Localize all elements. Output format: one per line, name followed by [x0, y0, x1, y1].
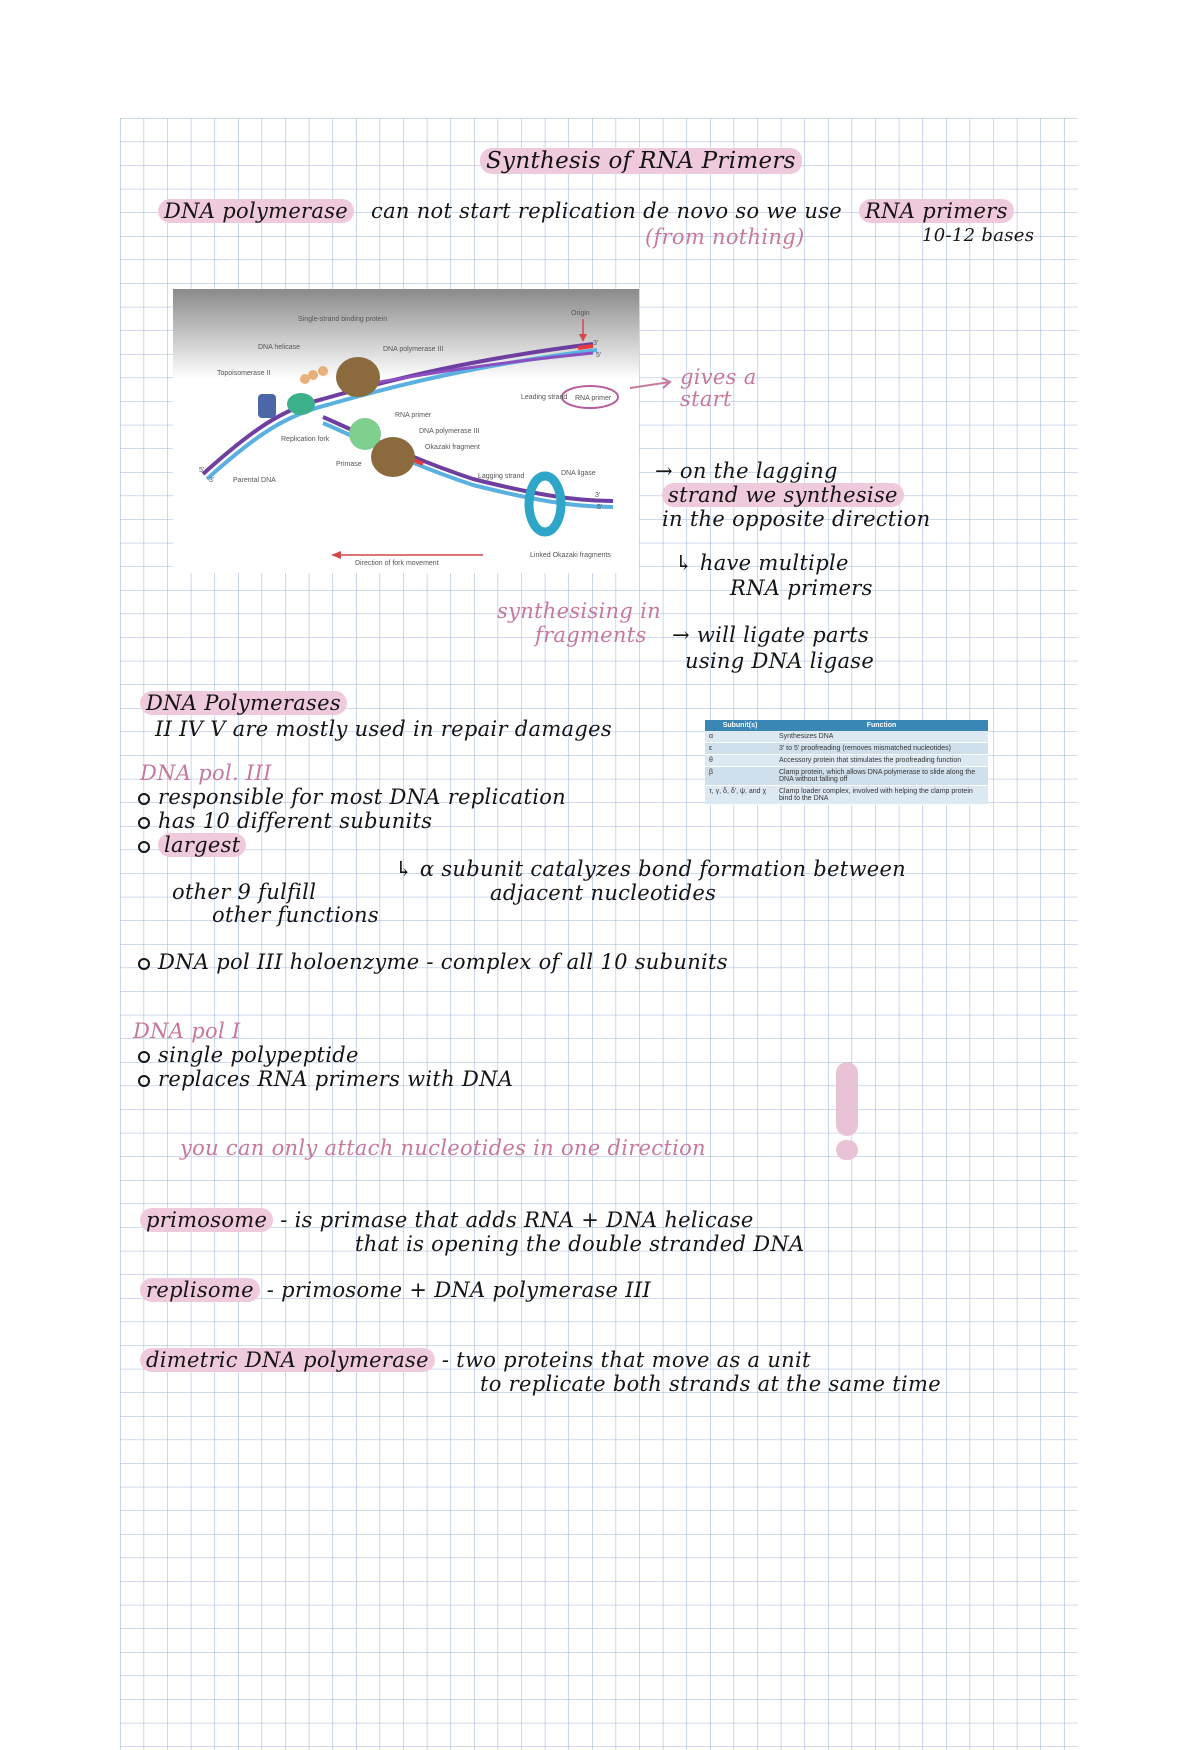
label-primase: Primase — [336, 461, 362, 468]
ligate-note-1: → will ligate parts — [672, 623, 869, 647]
exclamation-dot — [836, 1140, 858, 1160]
alpha-subunit-note: ↳ α subunit catalyzes bond formation between — [395, 857, 906, 881]
label-3-c: 3' — [595, 492, 601, 499]
rna-primers-term: RNA primers — [859, 199, 1014, 223]
label-rna-primer: RNA primer — [395, 412, 432, 419]
table-header-subunits: Subunit(s) — [705, 720, 775, 731]
fragments-note-2: fragments — [535, 623, 647, 647]
pol3-heading: DNA pol. III — [140, 761, 272, 785]
fragments-note-1: synthesising in — [497, 599, 661, 623]
pol3-bullet-3: largest — [138, 835, 246, 856]
subunit-table — [705, 720, 988, 805]
one-direction-note: you can only attach nucleotides in one direction — [180, 1136, 706, 1160]
intro-line — [158, 201, 1014, 222]
table-row: α Synthesizes DNA — [705, 731, 988, 743]
replisome-def: replisome - primosome + DNA polymerase III — [140, 1280, 651, 1301]
topoisomerase-shape — [258, 394, 276, 418]
primosome-def-2: that is opening the double stranded DNA — [355, 1232, 805, 1256]
bases-note: 10-12 bases — [922, 225, 1035, 246]
holoenzyme-note: DNA pol III holoenzyme - complex of all 10 subunits — [138, 952, 728, 973]
lagging-note-2: strand we synthesise — [662, 485, 904, 506]
from-nothing-note: (from nothing) — [645, 225, 805, 249]
label-pol3-top: DNA polymerase III — [383, 346, 444, 353]
pol1-bullet-2: replaces RNA primers with DNA — [138, 1069, 513, 1090]
label-3-b: 3' — [593, 340, 599, 347]
label-topo: Topoisomerase II — [217, 370, 271, 377]
intro-text: can not start replication de novo so we use — [371, 199, 842, 223]
gives-start-note: gives a start — [680, 365, 757, 412]
label-rna-primer-circle: RNA primer — [575, 395, 612, 402]
label-origin: Origin — [571, 310, 590, 317]
dimeric-def-2: to replicate both strands at the same time — [480, 1372, 941, 1396]
polymerases-heading: DNA Polymerases — [140, 693, 347, 714]
helicase-shape — [287, 393, 315, 415]
label-fork: Replication fork — [281, 436, 330, 443]
label-ligase: DNA ligase — [561, 470, 596, 477]
repair-note: II IV V are mostly used in repair damages — [155, 717, 612, 741]
other-subunits-1: other 9 fulfill — [172, 880, 317, 904]
multiple-primers-2: RNA primers — [730, 576, 873, 600]
other-subunits-2: other functions — [212, 903, 379, 927]
table-row: θ Accessory protein that stimulates the proofreading function — [705, 755, 988, 767]
table-row: τ, γ, δ, δ', ψ, and χ Clamp loader complex, involved with helping the clamp protein bind to the DNA — [705, 786, 988, 805]
exclamation-mark — [836, 1062, 858, 1136]
label-5-b: 5' — [596, 352, 602, 359]
label-parental: Parental DNA — [233, 477, 276, 484]
label-lagging: Lagging strand — [478, 473, 525, 480]
page-title: Synthesis of RNA Primers — [480, 150, 802, 173]
pol3-bullet-2: has 10 different subunits — [138, 811, 432, 832]
table-row: β Clamp protein, which allows DNA polymerase to slide along the DNA without falling off — [705, 767, 988, 786]
label-ssb: Single-strand binding protein — [298, 316, 388, 323]
label-5-c: 5' — [597, 504, 603, 511]
label-linked: Linked Okazaki fragments — [530, 552, 611, 559]
label-5-a: 5' — [199, 467, 205, 474]
ligate-note-2: using DNA ligase — [685, 649, 875, 673]
pol3-bullet-1: responsible for most DNA replication — [138, 787, 566, 808]
alpha-subunit-note-2: adjacent nucleotides — [490, 881, 717, 905]
arrow-to-gives-start — [620, 370, 680, 400]
label-leading: Leading strand — [521, 394, 568, 401]
label-3-a: 3' — [209, 477, 215, 484]
polymerase-top-shape — [336, 357, 380, 397]
lagging-note-3: in the opposite direction — [662, 507, 931, 531]
dimeric-def: dimetric DNA polymerase - two proteins that move as a unit — [140, 1350, 811, 1371]
table-header-function: Function — [775, 720, 988, 731]
polymerase-bottom-shape — [371, 437, 415, 477]
pol1-bullet-1: single polypeptide — [138, 1045, 359, 1066]
label-direction: Direction of fork movement — [355, 560, 439, 567]
multiple-primers-1: ↳ have multiple — [675, 551, 849, 575]
label-okazaki: Okazaki fragment — [425, 444, 480, 451]
primosome-def: primosome - is primase that adds RNA + DNA helicase — [140, 1210, 754, 1231]
dna-polymerase-term: DNA polymerase — [158, 199, 354, 223]
label-helicase: DNA helicase — [258, 344, 301, 351]
table-row: ε 3' to 5' proofreading (removes mismatched nucleotides) — [705, 743, 988, 755]
pol1-heading: DNA pol I — [133, 1019, 241, 1043]
lagging-note-1: → on the lagging — [655, 459, 838, 483]
label-pol3-mid: DNA polymerase III — [419, 428, 480, 435]
replication-fork-diagram — [173, 289, 639, 573]
